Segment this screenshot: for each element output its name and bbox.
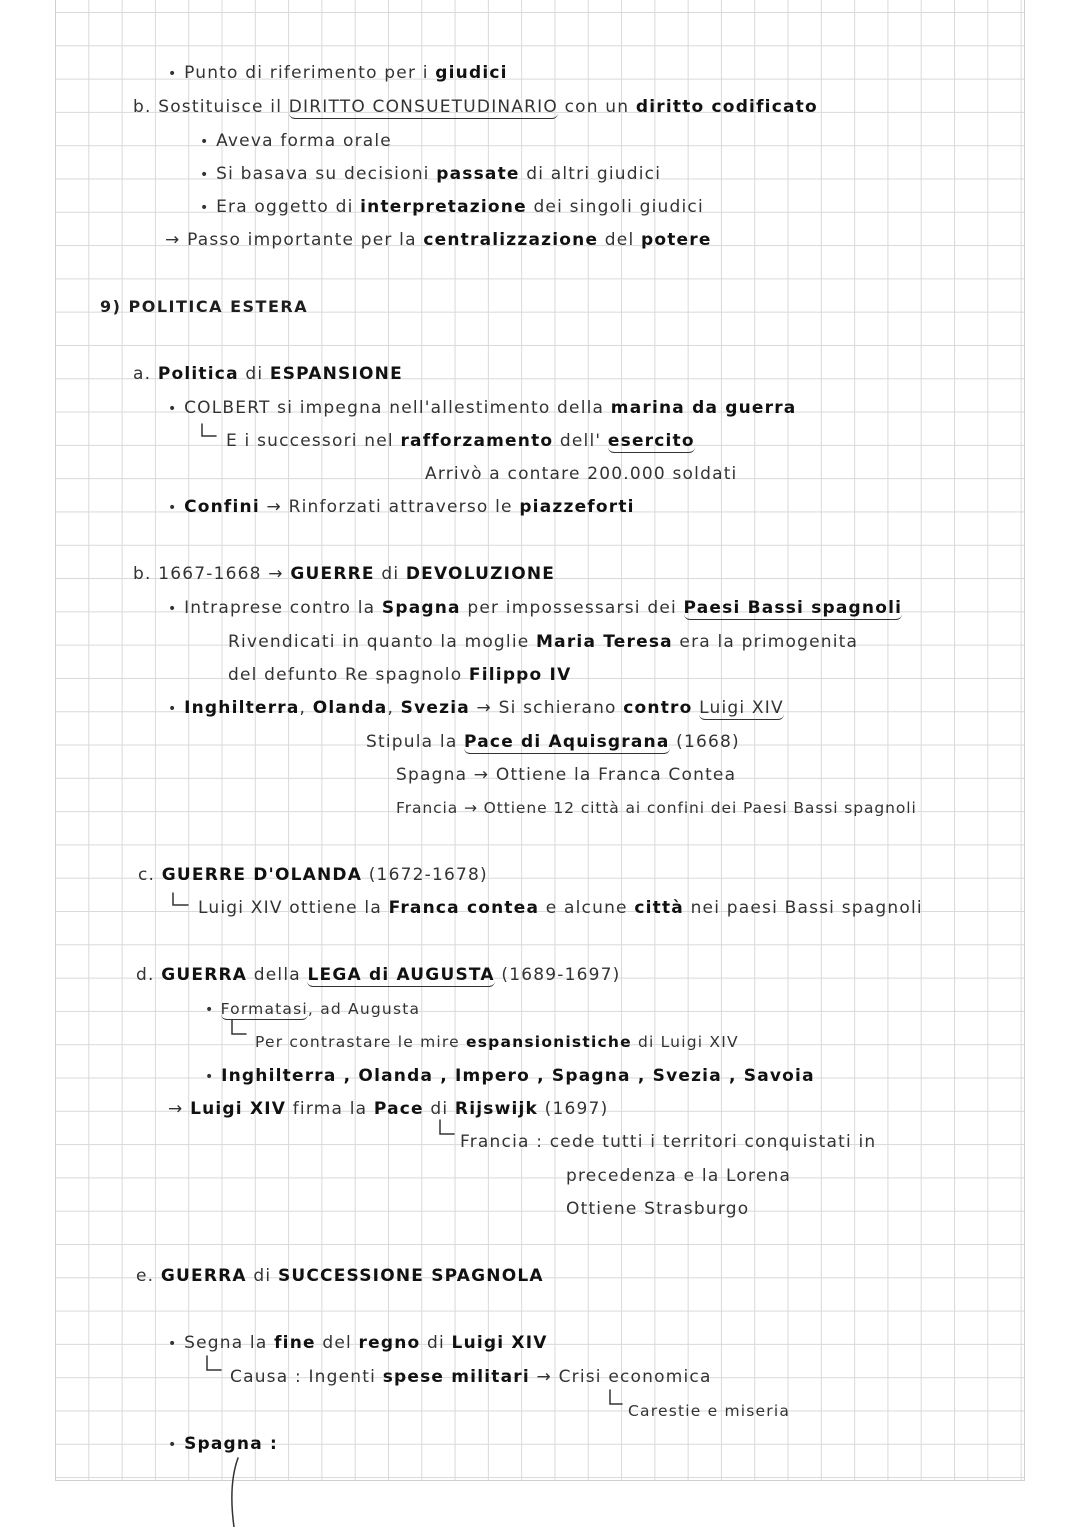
note-bold: Spagna :	[184, 1434, 279, 1454]
item-marker: a.	[133, 364, 152, 384]
arrow-icon: →	[476, 698, 492, 718]
note-text: dell'	[559, 431, 602, 451]
underlined-term: DIRITTO CONSUETUDINARIO	[288, 97, 558, 117]
note-text: di	[430, 1099, 449, 1119]
note-bold: DEVOLUZIONE	[405, 564, 556, 584]
note-text: firma la	[292, 1099, 368, 1119]
note-bold: Olanda	[312, 698, 388, 718]
note-text: Sostituisce il	[158, 97, 283, 117]
note-bold: rafforzamento	[400, 431, 554, 451]
note-bold: GUERRE	[290, 564, 375, 584]
note-text: Arrivò a contare 200.000 soldati	[425, 464, 738, 484]
note-bold: GUERRA	[160, 1266, 247, 1286]
item-marker: c.	[138, 865, 156, 885]
note-text: Aveva forma orale	[216, 131, 392, 151]
note-text: Passo importante per la	[187, 230, 417, 250]
note-bold: contro	[623, 698, 693, 718]
note-text: di Luigi XIV	[637, 1033, 739, 1051]
note-line: • Inghilterra, Olanda, Svezia → Si schierano contro Luigi XIV	[168, 698, 784, 718]
note-bold: Luigi XIV	[190, 1099, 287, 1119]
note-text: Stipula la	[366, 732, 458, 752]
bullet: •	[205, 1002, 215, 1018]
note-bold: SUCCESSIONE SPAGNOLA	[277, 1266, 544, 1286]
note-text: era la primogenita	[679, 632, 859, 652]
corner-connector-icon	[440, 1120, 454, 1134]
note-text: Ottiene 12 città ai confini dei Paesi Bassi spagnoli	[483, 799, 917, 817]
note-bold: Pace	[373, 1099, 424, 1119]
note-bold: diritto codificato	[635, 97, 818, 117]
bullet: •	[168, 601, 178, 617]
note-bold: fine	[274, 1333, 316, 1353]
bullet: •	[168, 66, 178, 82]
bullet: •	[200, 167, 210, 183]
note-bold: Rijswijk	[454, 1099, 539, 1119]
underlined-term: LEGA di AUGUSTA	[307, 965, 495, 985]
underlined-term: Paesi Bassi spagnoli	[683, 598, 903, 618]
note-bold: interpretazione	[360, 197, 527, 217]
note-text: (1668)	[676, 732, 740, 752]
note-bold: Inghilterra , Olanda , Impero , Spagna , Svezia , Savoia	[221, 1066, 815, 1086]
underlined-term: Luigi XIV	[699, 698, 784, 718]
note-text: di altri giudici	[526, 164, 662, 184]
note-text: Rinforzati attraverso le	[288, 497, 513, 517]
item-marker: d.	[136, 965, 155, 985]
note-bold: centralizzazione	[423, 230, 599, 250]
bullet: •	[200, 134, 210, 150]
note-text: Era oggetto di	[216, 197, 354, 217]
note-text: nei paesi Bassi spagnoli	[690, 898, 923, 918]
note-text: Si schierano	[498, 698, 617, 718]
note-text: Si basava su decisioni	[216, 164, 430, 184]
underlined-term: Formatasi	[220, 1000, 308, 1018]
section-number: 9)	[100, 297, 122, 316]
note-bold: piazzeforti	[519, 497, 635, 517]
corner-connector-icon	[207, 1356, 221, 1370]
note-text: Intraprese contro la	[184, 598, 376, 618]
note-bold: passate	[436, 164, 520, 184]
note-text: di	[381, 564, 400, 584]
note-text: del	[322, 1333, 352, 1353]
note-text: Punto di riferimento per i	[184, 63, 429, 83]
bullet: •	[168, 1336, 178, 1352]
note-bold: GUERRA	[161, 965, 248, 985]
note-text: della	[253, 965, 301, 985]
arrow-icon: →	[463, 799, 478, 817]
bullet: •	[168, 401, 178, 417]
note-text: COLBERT si impegna nell'allestimento della	[184, 398, 605, 418]
note-bold: Maria Teresa	[536, 632, 673, 652]
note-line: • Formatasi, ad Augusta	[205, 1000, 421, 1018]
arrow-icon: →	[473, 765, 490, 785]
note-bold: Luigi XIV	[451, 1333, 548, 1353]
corner-connector-icon	[202, 424, 216, 436]
note-text: dei singoli giudici	[533, 197, 704, 217]
note-text: Luigi XIV ottiene la	[198, 898, 382, 918]
years: (1689-1697)	[501, 965, 621, 985]
note-text: Francia : cede tutti i territori conquistati in	[460, 1132, 877, 1152]
note-text: e alcune	[545, 898, 628, 918]
note-text: Spagna	[396, 765, 468, 785]
underlined-term: Pace di Aquisgrana	[464, 732, 670, 752]
note-bold: espansionistiche	[466, 1033, 632, 1051]
note-text: per impossessarsi dei	[467, 598, 677, 618]
section-title: POLITICA ESTERA	[128, 297, 309, 316]
note-text: del defunto Re spagnolo	[228, 665, 463, 685]
note-text: di	[253, 1266, 272, 1286]
bullet: •	[168, 1437, 178, 1453]
bullet: •	[200, 200, 210, 216]
note-text: Francia	[396, 799, 459, 817]
note-text: Causa : Ingenti	[230, 1367, 377, 1387]
vertical-connector-line	[232, 1458, 238, 1527]
years: 1667-1668	[158, 564, 262, 584]
note-text: Ottiene Strasburgo	[566, 1199, 750, 1219]
years: (1697)	[544, 1099, 609, 1119]
item-marker: e.	[136, 1266, 155, 1286]
note-bold: potere	[640, 230, 712, 250]
note-bold: Franca contea	[388, 898, 540, 918]
note-bold: Confini	[184, 497, 260, 517]
years: (1672-1678)	[368, 865, 488, 885]
note-bold: spese militari	[382, 1367, 530, 1387]
note-bold: marina da guerra	[610, 398, 797, 418]
item-marker: b.	[133, 564, 152, 584]
note-bold: Svezia	[400, 698, 470, 718]
note-text: Crisi economica	[558, 1367, 712, 1387]
note-text: del	[604, 230, 635, 250]
note-bold: giudici	[435, 63, 508, 83]
bullet: •	[168, 500, 178, 516]
note-text: ad Augusta	[320, 1000, 421, 1018]
corner-connector-icon	[173, 893, 188, 905]
note-text: con un	[564, 97, 630, 117]
arrow-icon: →	[268, 564, 284, 584]
arrow-icon: →	[165, 230, 181, 250]
note-text: Per contrastare le mire	[255, 1033, 460, 1051]
bullet: •	[205, 1069, 215, 1085]
arrow-icon: →	[266, 497, 282, 517]
corner-connector-icon	[232, 1020, 246, 1034]
note-text: di	[245, 364, 264, 384]
note-bold: regno	[358, 1333, 421, 1353]
note-text: di	[427, 1333, 445, 1353]
note-text: E i successori nel	[226, 431, 394, 451]
bullet: •	[168, 701, 178, 717]
note-text: Carestie e miseria	[628, 1402, 791, 1420]
note-bold: GUERRE D'OLANDA	[161, 865, 363, 885]
arrow-icon: →	[168, 1099, 184, 1119]
note-bold: Inghilterra	[184, 698, 300, 718]
item-marker: b.	[133, 97, 152, 117]
arrow-icon: →	[536, 1367, 552, 1387]
note-bold: Politica	[157, 364, 239, 384]
note-bold: città	[634, 898, 684, 918]
note-bold: Filippo IV	[468, 665, 572, 685]
note-bold: Spagna	[381, 598, 461, 618]
note-bold: ESPANSIONE	[269, 364, 403, 384]
corner-connector-icon	[610, 1390, 622, 1404]
underlined-term: esercito	[607, 431, 695, 451]
note-text: precedenza e la Lorena	[566, 1166, 792, 1186]
note-text: Segna la	[184, 1333, 268, 1353]
note-text: Ottiene la Franca Contea	[495, 765, 737, 785]
note-text: Rivendicati in quanto la moglie	[228, 632, 530, 652]
